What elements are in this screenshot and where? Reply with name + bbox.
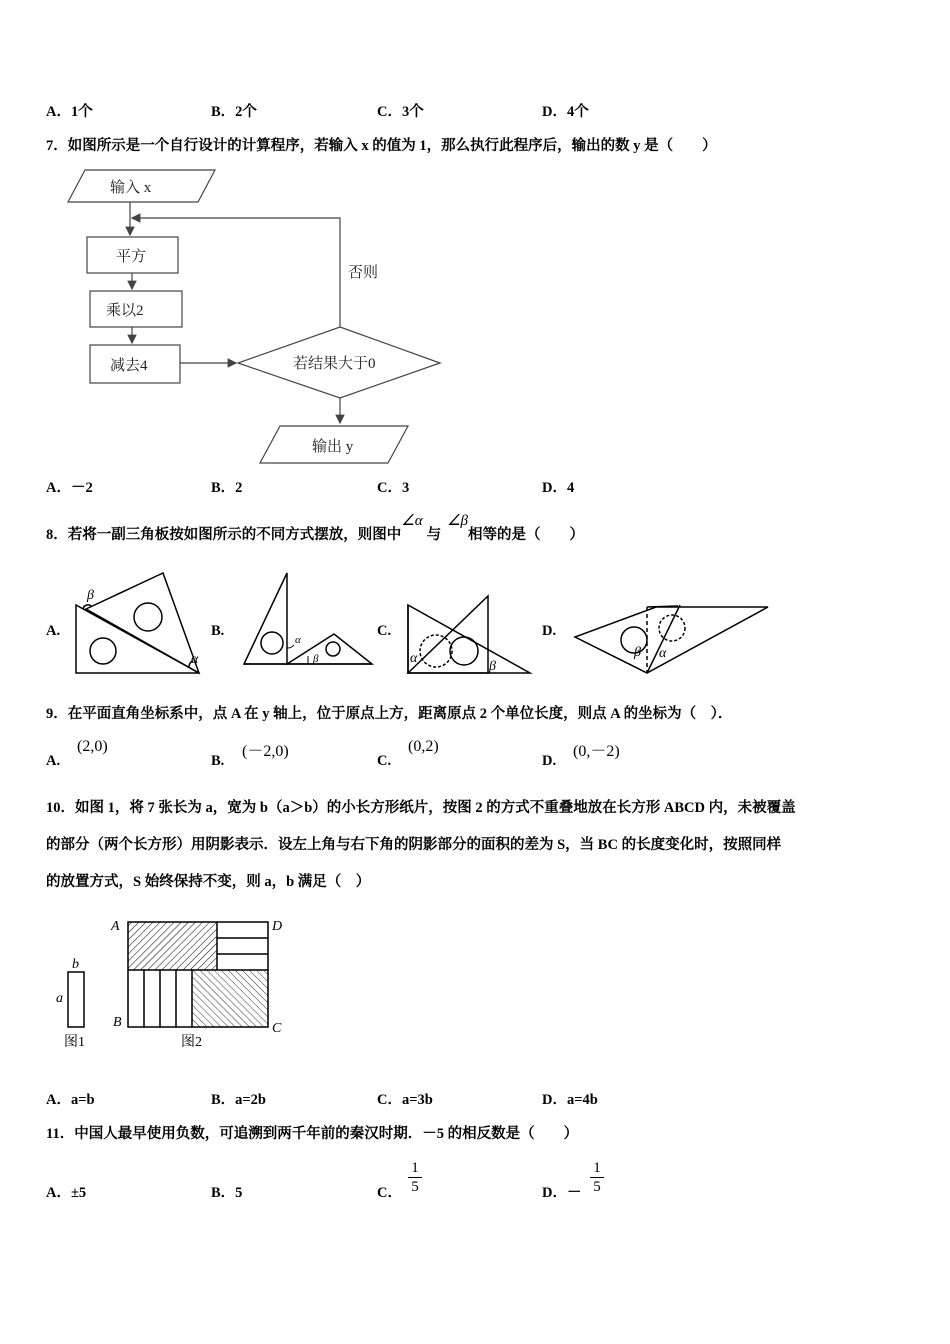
q9-option-a: A. — [46, 753, 61, 769]
fig2-caption: 图2 — [181, 1035, 202, 1050]
q6-option-d: D．4个 — [542, 104, 589, 120]
q9-option-d-value: (0,－2) — [573, 743, 620, 760]
fig1-a: a — [56, 991, 63, 1006]
q9-option-b-value: (－2,0) — [242, 743, 289, 760]
q10-figure-2 — [128, 922, 268, 1027]
fig2-C: C — [272, 1021, 282, 1036]
q7-option-b: B．2 — [211, 480, 243, 496]
q10-option-c: C．a=3b — [377, 1092, 433, 1108]
fig2-A: A — [111, 919, 120, 934]
q9-option-a-value: (2,0) — [77, 738, 108, 755]
q8-question — [46, 513, 584, 544]
q11-option-c: C． — [377, 1185, 402, 1201]
fig-d-beta: β — [634, 645, 641, 660]
fig-d-alpha: α — [659, 646, 667, 661]
flow-times2-label: 乘以2 — [106, 303, 144, 319]
q6-option-b: B．2个 — [211, 104, 257, 120]
flow-output-label: 输出 y — [312, 439, 354, 455]
q8-figure-a — [76, 573, 199, 673]
fig1-b: b — [72, 957, 79, 972]
angle-alpha: ∠α — [401, 513, 423, 529]
q11-option-d: D．－ — [542, 1185, 582, 1201]
q8-option-a: A. — [46, 623, 61, 639]
q7-option-a: A．－2 — [46, 480, 93, 496]
fig1-caption: 图1 — [64, 1035, 85, 1050]
q9-option-c: C. — [377, 753, 392, 769]
denominator: 5 — [593, 1179, 601, 1195]
q11-option-d-fraction — [590, 1160, 604, 1195]
q8-text-a: 8．若将一副三角板按如图所示的不同方式摆放，则图中 — [46, 527, 402, 543]
q10-line-2: 的部分（两个长方形）用阴影表示．设左上角与右下角的阴影部分的面积的差为 S，当 BC 的长度变化时，按照同样 — [46, 837, 782, 853]
fig2-B: B — [113, 1015, 122, 1030]
q11-question: 11．中国人最早使用负数，可追溯到两千年前的秦汉时期．－5 的相反数是（ ） — [46, 1126, 579, 1142]
q10-option-d: D．a=4b — [542, 1092, 598, 1108]
q7-question: 7．如图所示是一个自行设计的计算程序，若输入 x 的值为 1，那么执行此程序后，输出的数 y 是（ ） — [46, 138, 717, 154]
q9-option-c-value: (0,2) — [408, 738, 439, 755]
q10-line-1: 10．如图 1，将 7 张长为 a，宽为 b（a＞b）的小长方形纸片，按图 2 的方式不重叠地放在长方形 ABCD 内，未被覆盖 — [46, 800, 796, 816]
q8-text-b: 与 — [426, 527, 442, 543]
flow-else-label: 否则 — [348, 265, 379, 281]
q9-question: 9．在平面直角坐标系中，点 A 在 y 轴上，位于原点上方，距离原点 2 个单位长度，则点 A 的坐标为（ ）． — [46, 706, 733, 722]
fig-c-alpha: α — [410, 651, 418, 666]
q8-figure-b — [244, 573, 372, 664]
q10-line-3: 的放置方式，S 始终保持不变，则 a，b 满足（ ） — [46, 874, 371, 890]
q7-option-d: D．4 — [542, 480, 575, 496]
q7-option-c: C．3 — [377, 480, 410, 496]
flow-square-label: 平方 — [116, 249, 147, 265]
fig-a-beta: β — [87, 588, 94, 603]
q8-figure-c — [408, 596, 530, 673]
q8-option-c: C. — [377, 623, 392, 639]
q6-option-c: C．3个 — [377, 104, 424, 120]
angle-beta: ∠β — [447, 513, 468, 529]
q11-option-a: A．±5 — [46, 1185, 87, 1201]
numerator: 1 — [593, 1160, 601, 1176]
q6-option-a: A．1个 — [46, 104, 93, 120]
fig-b-alpha: α — [295, 634, 301, 646]
q10-option-b: B．a=2b — [211, 1092, 266, 1108]
q8-text-c: 相等的是（ ） — [468, 527, 584, 543]
q11-option-c-fraction — [408, 1160, 422, 1195]
fig2-D: D — [272, 919, 283, 934]
q9-option-d: D. — [542, 753, 557, 769]
fig-a-alpha: α — [191, 652, 199, 667]
q10-figure-1 — [68, 972, 84, 1027]
flow-input-label: 输入 x — [110, 180, 152, 196]
flow-minus4-label: 减去4 — [110, 358, 148, 374]
numerator: 1 — [411, 1160, 419, 1176]
fig-c-beta: β — [489, 659, 496, 674]
flow-decision-label: 若结果大于0 — [293, 356, 376, 372]
q10-option-a: A．a=b — [46, 1092, 95, 1108]
q8-option-b: B. — [211, 623, 225, 639]
q11-option-b: B．5 — [211, 1185, 243, 1201]
q8-option-d: D. — [542, 623, 557, 639]
q8-figure-d — [575, 605, 768, 673]
fig-b-beta: β — [313, 653, 319, 665]
denominator: 5 — [411, 1179, 419, 1195]
q9-option-b: B. — [211, 753, 225, 769]
